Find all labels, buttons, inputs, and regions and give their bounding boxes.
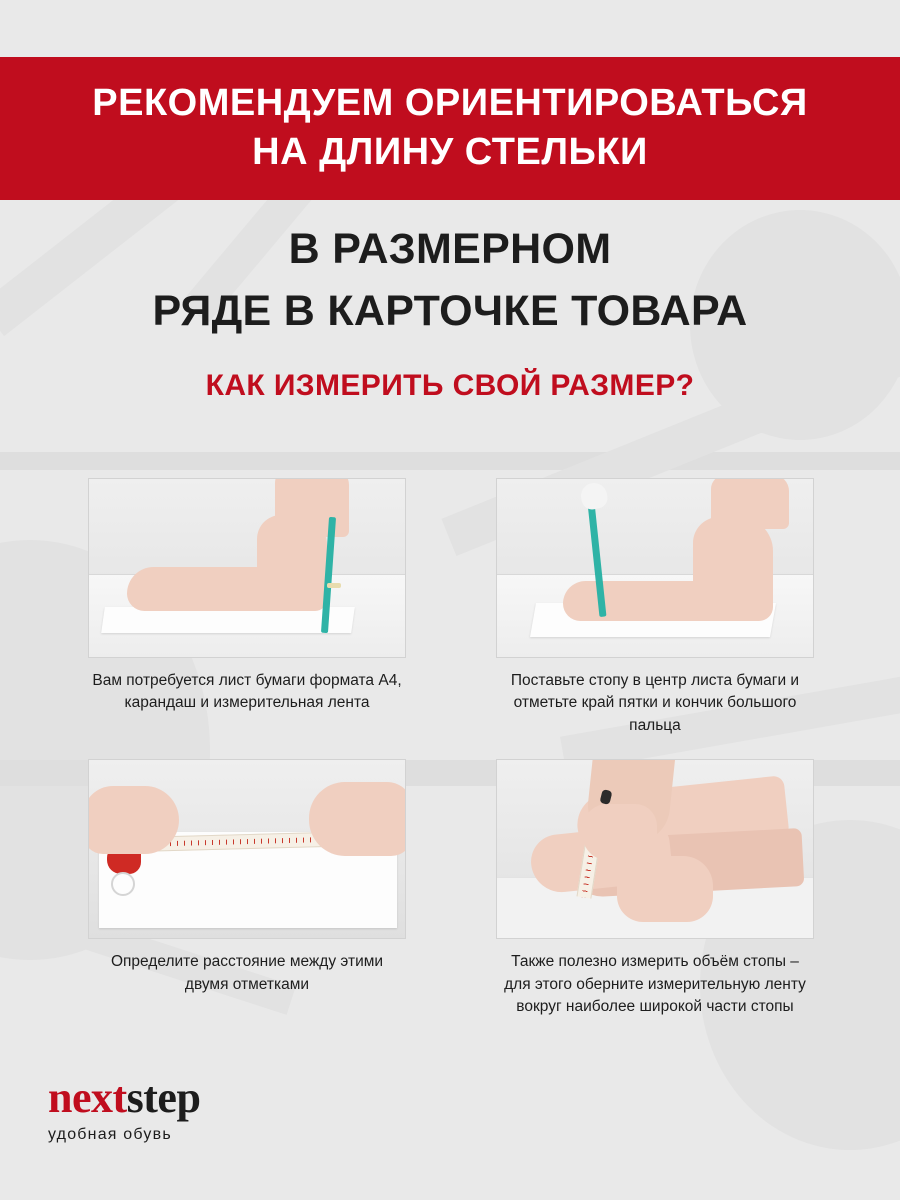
headings-block	[0, 218, 900, 403]
left-hand-shape	[88, 786, 179, 854]
banner-line-2: НА ДЛИНУ СТЕЛЬКИ	[252, 130, 648, 173]
banner-line-1: РЕКОМЕНДУЕМ ОРИЕНТИРОВАТЬСЯ	[92, 82, 808, 124]
step-4	[496, 759, 814, 1018]
background-stripe	[0, 452, 900, 470]
page-title-line-1: В РАЗМЕРНОМ	[288, 225, 612, 273]
right-hand-shape	[309, 782, 406, 856]
step-3	[88, 759, 406, 1018]
ring-shape	[327, 583, 341, 588]
logo-step-text: step	[126, 1073, 201, 1122]
step-1	[88, 478, 406, 737]
measuring-foot-girth-photo	[496, 759, 814, 939]
step-2	[496, 478, 814, 737]
step-2-caption: Поставьте стопу в центр листа бумаги и отметьте край пятки и кончик большого пальца	[510, 672, 800, 734]
page-title-line-2: РЯДЕ В КАРТОЧКЕ ТОВАРА	[152, 287, 748, 336]
heel-shape	[693, 517, 773, 621]
step-3-caption: Определите расстояние между этими двумя отметками	[110, 953, 384, 993]
step-1-caption: Вам потребуется лист бумаги формата А4, карандаш и измерительная лента	[92, 672, 402, 712]
logo-wordmark	[48, 1073, 201, 1122]
foot-on-paper-marking-photo	[496, 478, 814, 658]
leg-shape	[275, 478, 349, 537]
foot-with-pencil-photo	[88, 478, 406, 658]
upper-hand-shape	[583, 804, 657, 860]
step-4-caption: Также полезно измерить объём стопы – для этого оберните измерительную ленту вокруг наиболее широкой части стопы	[504, 953, 806, 1016]
brand-logo	[48, 1073, 201, 1144]
measuring-tape-on-paper-photo	[88, 759, 406, 939]
lower-hand-shape	[617, 856, 713, 922]
page-subtitle: КАК ИЗМЕРИТЬ СВОЙ РАЗМЕР?	[205, 368, 695, 402]
logo-tagline: удобная обувь	[48, 1126, 172, 1143]
recommendation-banner	[0, 57, 900, 200]
leg-shape	[711, 478, 789, 529]
logo-next-text: next	[48, 1073, 127, 1122]
instruction-steps	[88, 478, 814, 1019]
